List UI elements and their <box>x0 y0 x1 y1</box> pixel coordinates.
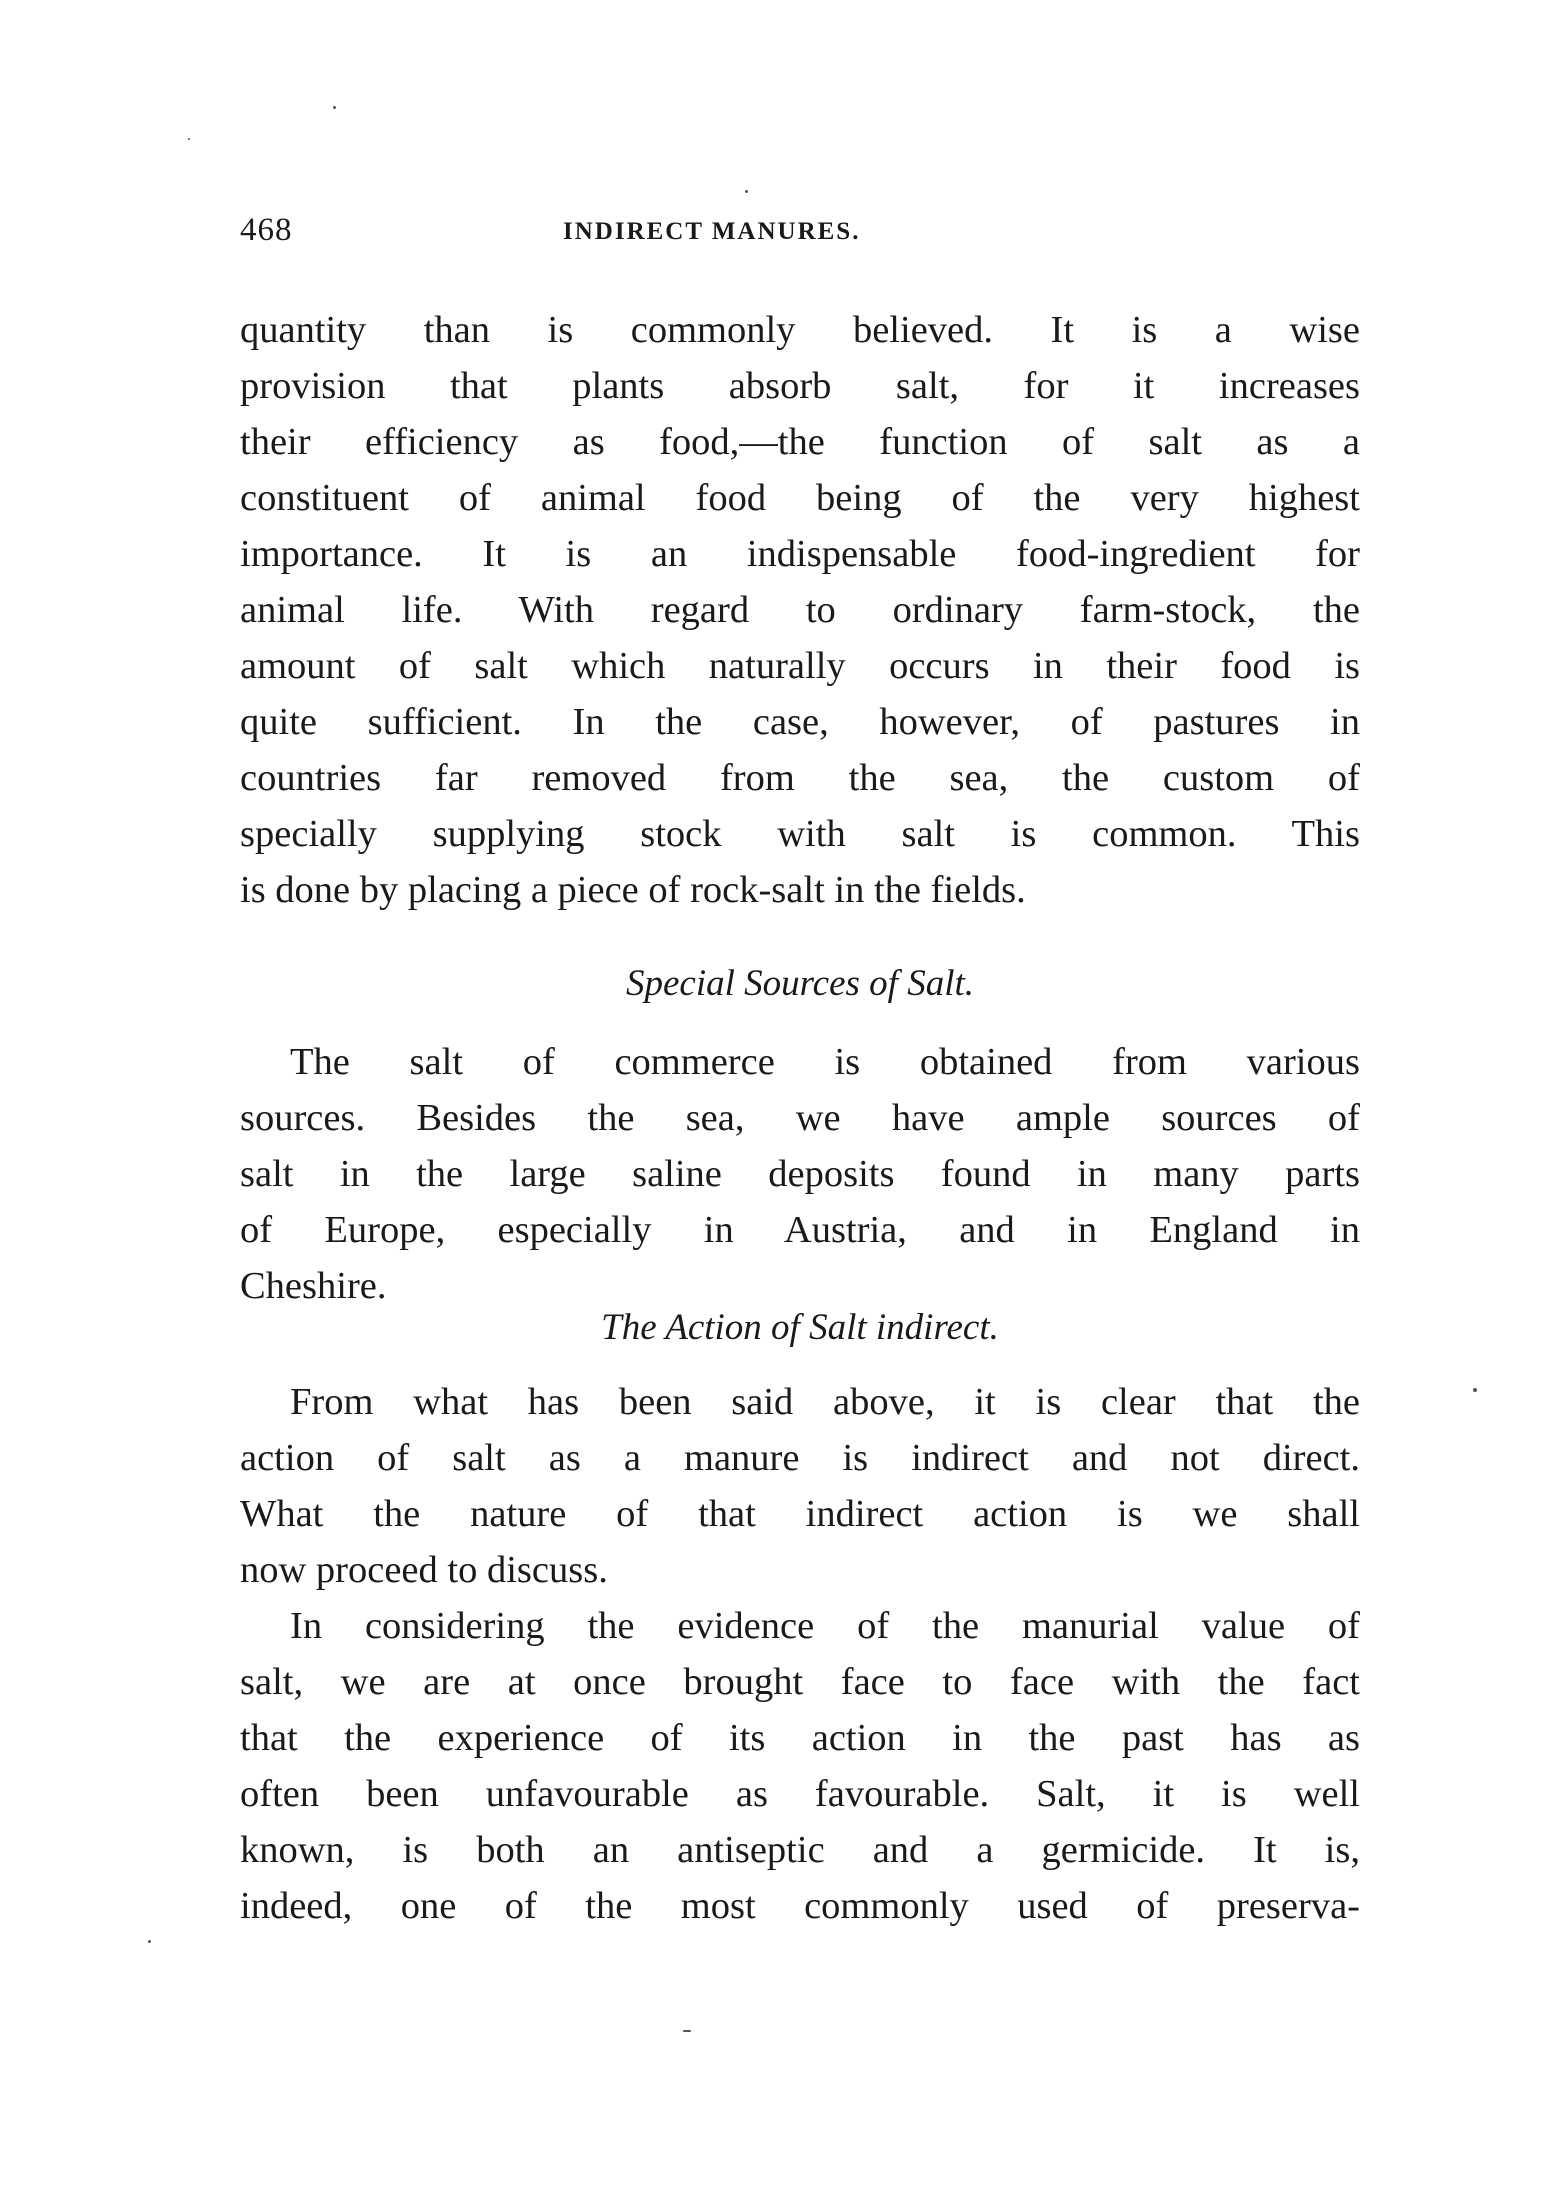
paper-speck <box>683 2030 691 2032</box>
section-heading-action-of-salt: The Action of Salt indirect. <box>601 1307 999 1348</box>
text-line: quantity than is commonly believed. It is a wise <box>240 309 1360 351</box>
text-line: The salt of commerce is obtained from various <box>290 1041 1360 1083</box>
text-line: In considering the evidence of the manurial value of <box>290 1605 1360 1647</box>
page-header <box>240 212 1360 262</box>
page-number: 468 <box>240 212 293 248</box>
running-head: INDIRECT MANURES. <box>563 218 861 245</box>
paragraph-in-considering-evidence <box>240 1598 1360 1934</box>
text-line: often been unfavourable as favourable. Salt, it is well <box>240 1773 1360 1815</box>
text-line: sources. Besides the sea, we have ample sources of <box>240 1097 1360 1139</box>
text-line: amount of salt which naturally occurs in their food is <box>240 645 1360 687</box>
text-line: countries far removed from the sea, the custom of <box>240 757 1360 799</box>
text-line: salt, we are at once brought face to face with the fact <box>240 1661 1360 1703</box>
paper-speck <box>188 138 190 140</box>
paper-speck <box>148 1940 151 1943</box>
text-line: indeed, one of the most commonly used of preserva- <box>240 1885 1360 1927</box>
text-line: What the nature of that indirect action is we shall <box>240 1493 1360 1535</box>
text-line: provision that plants absorb salt, for it increases <box>240 365 1360 407</box>
paragraph-from-what-has-been-said <box>240 1374 1360 1598</box>
text-line: constituent of animal food being of the very highest <box>240 477 1360 519</box>
text-line: animal life. With regard to ordinary farm-stock, the <box>240 589 1360 631</box>
text-line: now proceed to discuss. <box>240 1549 608 1591</box>
text-line: known, is both an antiseptic and a germicide. It is, <box>240 1829 1360 1871</box>
text-line: is done by placing a piece of rock-salt in the fields. <box>240 869 1026 911</box>
paper-speck <box>1473 1388 1477 1392</box>
section-heading-special-sources: Special Sources of Salt. <box>625 963 974 1004</box>
paper-speck <box>745 190 748 193</box>
text-line: importance. It is an indispensable food-ingredient for <box>240 533 1360 575</box>
text-line: Cheshire. <box>240 1265 387 1307</box>
paragraph-continuation <box>240 302 1360 918</box>
paragraph-salt-of-commerce <box>240 1034 1360 1314</box>
text-line: salt in the large saline deposits found in many parts <box>240 1153 1360 1195</box>
paper-speck <box>333 106 336 109</box>
text-line: their efficiency as food,—the function of salt as a <box>240 421 1360 463</box>
text-line: From what has been said above, it is clear that the <box>290 1381 1360 1423</box>
text-line: that the experience of its action in the past has as <box>240 1717 1360 1759</box>
text-line: of Europe, especially in Austria, and in England in <box>240 1209 1360 1251</box>
text-line: action of salt as a manure is indirect and not direct. <box>240 1437 1360 1479</box>
text-line: quite sufficient. In the case, however, of pastures in <box>240 701 1360 743</box>
text-line: specially supplying stock with salt is common. This <box>240 813 1360 855</box>
